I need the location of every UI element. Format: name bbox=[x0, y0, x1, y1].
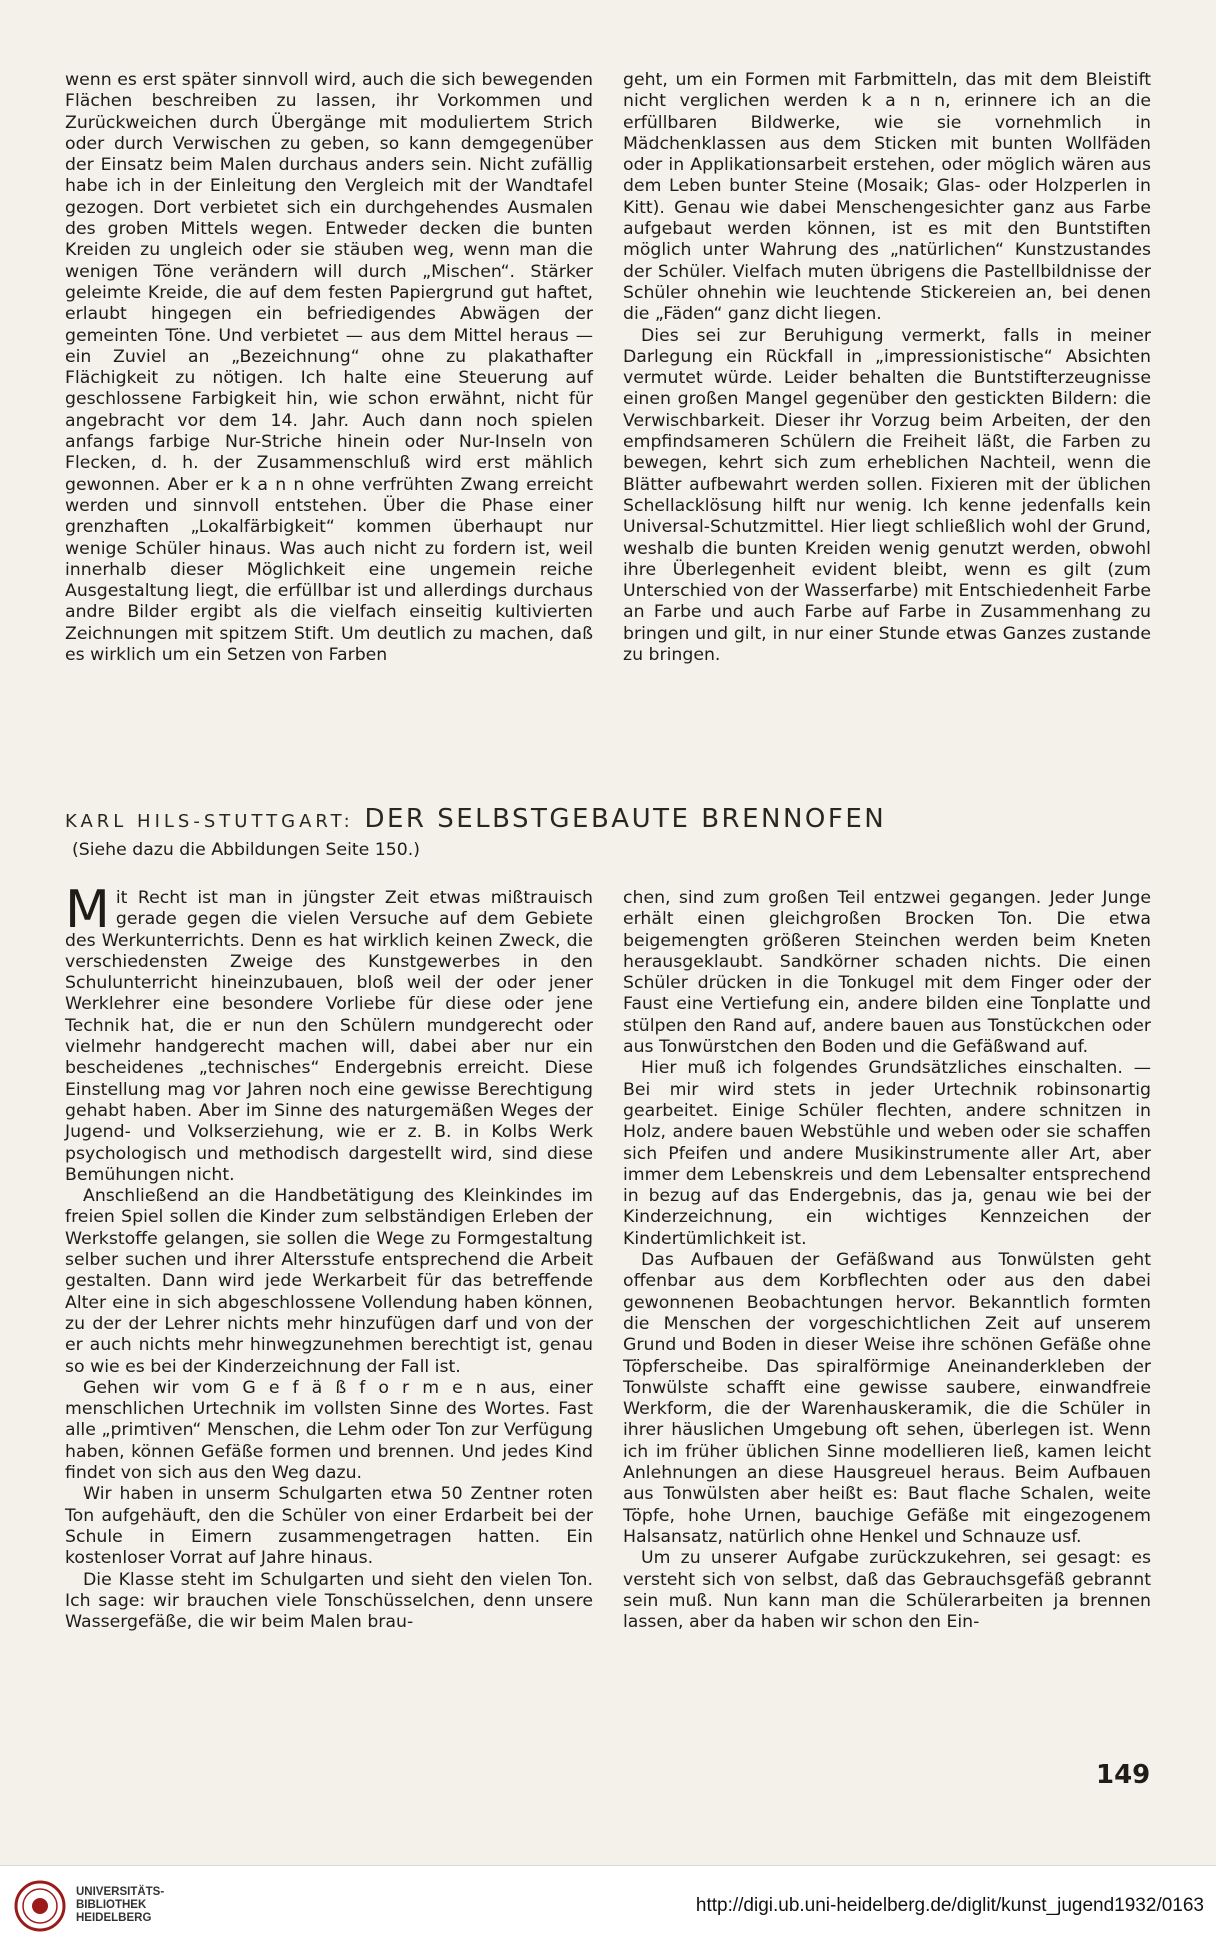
paragraph: Wir haben in unserm Schulgarten etwa 50 Zentner roten Ton aufgehäuft, den die Schüler von einer Erdarbeit bei der Schule in Eimern zusammengetragen hatten. Ein kostenloser Vorrat auf Jahre hinaus. bbox=[65, 1484, 593, 1569]
university-seal-icon bbox=[14, 1880, 66, 1932]
paragraph: Um zu unserer Aufgabe zurückzukehren, sei gesagt: es versteht sich von selbst, daß das Gebrauchsgefäß gebrannt sein muß. Nun kann man die Schülerarbeiten ja brennen lassen, aber da haben wir schon den Ein- bbox=[623, 1548, 1151, 1633]
top-right-column bbox=[623, 70, 1151, 666]
paragraph: chen, sind zum großen Teil entzwei gegangen. Jeder Junge erhält einen gleichgroßen Brocken Ton. Die etwa beigemengten größeren Steinchen werden beim Kneten herausgeklaubt. Sandkörner schaden nichts. Die einen Schüler drücken in die Tonkugel mit dem Finger oder der Faust eine Vertiefung ein, andere bilden eine Tonplatte und stülpen den Rand auf, andere bauen aus Tonstückchen oder aus Tonwürstchen den Boden und die Gefäßwand auf. bbox=[623, 888, 1151, 1058]
library-line: HEIDELBERG bbox=[76, 1912, 152, 1924]
article-author: KARL HILS-STUTTGART: bbox=[65, 811, 354, 832]
paragraph: Das Aufbauen der Gefäßwand aus Tonwülsten geht offenbar aus dem Korbflechten oder aus den dabei gewonnenen Beobachtungen hervor. Bekanntlich formten die Menschen der vorgeschichtlichen Zeit auf unserem Grund und Boden in dieser Weise ihre schönen Gefäße ohne Töpferscheibe. Das spiralförmige Aneinanderkleben der Tonwülste schafft eine gewisse saubere, einwandfreie Werkform, die der Warenhauskeramik, die die Schüler in ihrer häuslichen Umgebung oft sehen, überlegen ist. Wenn ich im früher üblichen Sinne modellieren ließ, kamen leicht Anlehnungen an diese Hausgreuel heraus. Beim Aufbauen aus Tonwülsten aber heißt es: Baut flache Schalen, weite Töpfe, hohe Urnen, bauchige Gefäße mit eingezogenem Halsansatz, natürlich ohne Henkel und Schnauze usf. bbox=[623, 1250, 1151, 1547]
library-line: BIBLIOTHEK bbox=[76, 1899, 147, 1911]
library-line: UNIVERSITÄTS- bbox=[76, 1886, 165, 1898]
library-name bbox=[76, 1886, 164, 1925]
footer-bar bbox=[0, 1865, 1216, 1952]
paragraph: wenn es erst später sinnvoll wird, auch die sich bewegenden Flächen beschreiben zu lassen, ihr Vorkommen und Zurückweichen durch Übergänge mit moduliertem Strich oder durch Verwischen zu geben, so kann demgegenüber der Einsatz beim Malen durchaus anders sein. Nicht zufällig habe ich in der Einleitung den Vergleich mit der Wandtafel gezogen. Dort verbietet sich ein durchgehendes Ausmalen des groben Mittels wegen. Entweder decken die bunten Kreiden zu ungleich oder sie stäuben weg, wenn man die wenigen Töne verändern will durch „Mischen“. Stärker geleimte Kreide, die auf dem festen Papiergrund gut haftet, erlaubt hingegen ein befriedigendes Abwägen der gemeinten Töne. Und verbietet — aus dem Mittel heraus — ein Zuviel an „Bezeichnung“ ohne zu plakathafter Flächigkeit zu nötigen. Ich halte eine Steuerung auf geschlossene Farbigkeit hin, wie schon erwähnt, nicht für angebracht vor dem 14. Jahr. Auch dann noch spielen anfangs farbige Nur-Striche hinein oder Nur-Inseln von Flecken, d. h. der Zusammenschluß wird erst mählich gewonnen. Aber er k a n n ohne verfrühten Zwang erreicht werden und sinnvoll entstehen. Über die Phase einer grenzhaften „Lokalfärbigkeit“ kommen überhaupt nur wenige Schüler hinaus. Was auch nicht zu fordern ist, weil innerhalb dieser Möglichkeit eine ungemein reiche Ausgestaltung liegt, die erfüllbar ist und allerdings durchaus andre Bilder ergibt als die vielfach einseitig kultivierten Zeichnungen mit spitzem Stift. Um deutlich zu machen, daß es wirklich um ein Setzen von Farben bbox=[65, 70, 593, 666]
paragraph: Mit Recht ist man in jüngster Zeit etwas mißtrauisch gerade gegen die vielen Versuche auf dem Gebiete des Werkunterrichts. Denn es hat wirklich keinen Zweck, die verschiedensten Zweige des Kunstgewerbes in den Schulunterricht hineinzubauen, bloß weil der oder jener Werklehrer eine besondere Vorliebe für diese oder jene Technik hat, die er nun den Schülern mundgerecht oder vielmehr handgerecht machen will, dabei aber nur ein bescheidenes „technisches“ Endergebnis erreicht. Diese Einstellung mag vor Jahren noch eine gewisse Berechtigung gehabt haben. Aber im Sinne des naturgemäßen Weges der Jugend- und Volkserziehung, wie er z. B. in Kolbs Werk psychologisch und methodisch dargestellt wird, sind diese Bemühungen nicht. bbox=[65, 880, 593, 1185]
paragraph: Gehen wir vom G e f ä ß f o r m e n aus, einer menschlichen Urtechnik im vollsten Sinne des Wortes. Fast alle „primtiven“ Menschen, die Lehm oder Ton zur Verfügung haben, können Gefäße formen und brennen. Und jedes Kind findet von sich aus den Weg dazu. bbox=[65, 1377, 593, 1484]
article-heading bbox=[65, 804, 886, 834]
paragraph: Die Klasse steht im Schulgarten und sieht den vielen Ton. Ich sage: wir brauchen viele Tonschüsselchen, denn unsere Wassergefäße, die wir beim Malen brau- bbox=[65, 1569, 593, 1633]
article-subtitle: (Siehe dazu die Abbildungen Seite 150.) bbox=[72, 840, 421, 860]
source-url-link[interactable]: http://digi.ub.uni-heidelberg.de/diglit/kunst_jugend1932/0163 bbox=[695, 1895, 1204, 1916]
top-text-columns bbox=[65, 70, 1151, 666]
top-left-column bbox=[65, 70, 593, 666]
paragraph: geht, um ein Formen mit Farbmitteln, das mit dem Bleistift nicht verglichen werden k a n n, erinnere ich an die erfüllbaren Bildwerke, wie sie vornehmlich in Mädchenklassen aus dem Sticken mit bunten Wollfäden oder in Applikationsarbeit erstehen, oder möglich wären aus dem Leben bunter Steine (Mosaik; Glas- oder Holzperlen in Kitt). Genau wie dabei Menschengesichter ganz aus Farbe aufgebaut werden können, ist es mit den Buntstiften möglich unter Wahrung des „natürlichen“ Kunstzustandes der Schüler. Vielfach muten übrigens die Pastellbildnisse der Schüler ohnehin wie leuchtende Stickereien an, bei denen die „Fäden“ ganz dicht liegen. bbox=[623, 70, 1151, 325]
bottom-text-columns bbox=[65, 880, 1151, 1633]
page-number: 149 bbox=[1096, 1760, 1151, 1790]
bottom-right-column bbox=[623, 888, 1151, 1633]
paragraph: Dies sei zur Beruhigung vermerkt, falls in meiner Darlegung ein Rückfall in „impressionistische“ Absichten vermutet würde. Leider behalten die Buntstifterzeugnisse einen großen Mangel gegenüber den gestickten Bildern: die Verwischbarkeit. Dieser ihr Vorzug beim Arbeiten, der den empfindsameren Schülern die Freiheit läßt, die Farben zu bewegen, kehrt sich zum erheblichen Nachteil, wenn die Blätter aufbewahrt werden sollen. Fixieren mit der üblichen Schellacklösung hilft nur wenig. Ich kenne jedenfalls kein Universal-Schutzmittel. Hier liegt schließlich wohl der Grund, weshalb die bunten Kreiden wenig genutzt werden, obwohl ihre Überlegenheit evident bleibt, wenn es gilt (zum Unterschied von der Wasserfarbe) mit Entschiedenheit Farbe an Farbe und auch Farbe auf Farbe in Zusammenhang zu bringen und gilt, in nur einer Stunde etwas Ganzes zustande zu bringen. bbox=[623, 325, 1151, 666]
bottom-left-column bbox=[65, 880, 593, 1633]
paragraph: Anschließend an die Handbetätigung des Kleinkindes im freien Spiel sollen die Kinder zum selbständigen Erleben der Werkstoffe gelangen, sie sollen die Wege zu Formgestaltung selber suchen und ihrer Altersstufe entsprechend die Arbeit gestalten. Dann wird jede Werkarbeit für das betreffende Alter eine in sich abgeschlossene Vollendung haben können, zu der der Lehrer nichts mehr hinzufügen darf und von der er auch nichts mehr hinwegzunehmen berechtigt ist, genau so wie es bei der Kinderzeichnung der Fall ist. bbox=[65, 1186, 593, 1377]
paragraph: Hier muß ich folgendes Grundsätzliches einschalten. — Bei mir wird stets in jeder Urtechnik robinsonartig gearbeitet. Einige Schüler flechten, andere schnitzen in Holz, andere bauen Webstühle und weben oder sie schaffen sich Pfeifen und andere Musikinstrumente aller Art, aber immer dem Lebenskreis und dem Lebensalter entsprechend in bezug auf das Endergebnis, das ja, genau wie bei der Kinderzeichnung, ein wichtiges Kennzeichen der Kindertümlichkeit ist. bbox=[623, 1058, 1151, 1249]
article-title: DER SELBSTGEBAUTE BRENNOFEN bbox=[364, 804, 887, 834]
